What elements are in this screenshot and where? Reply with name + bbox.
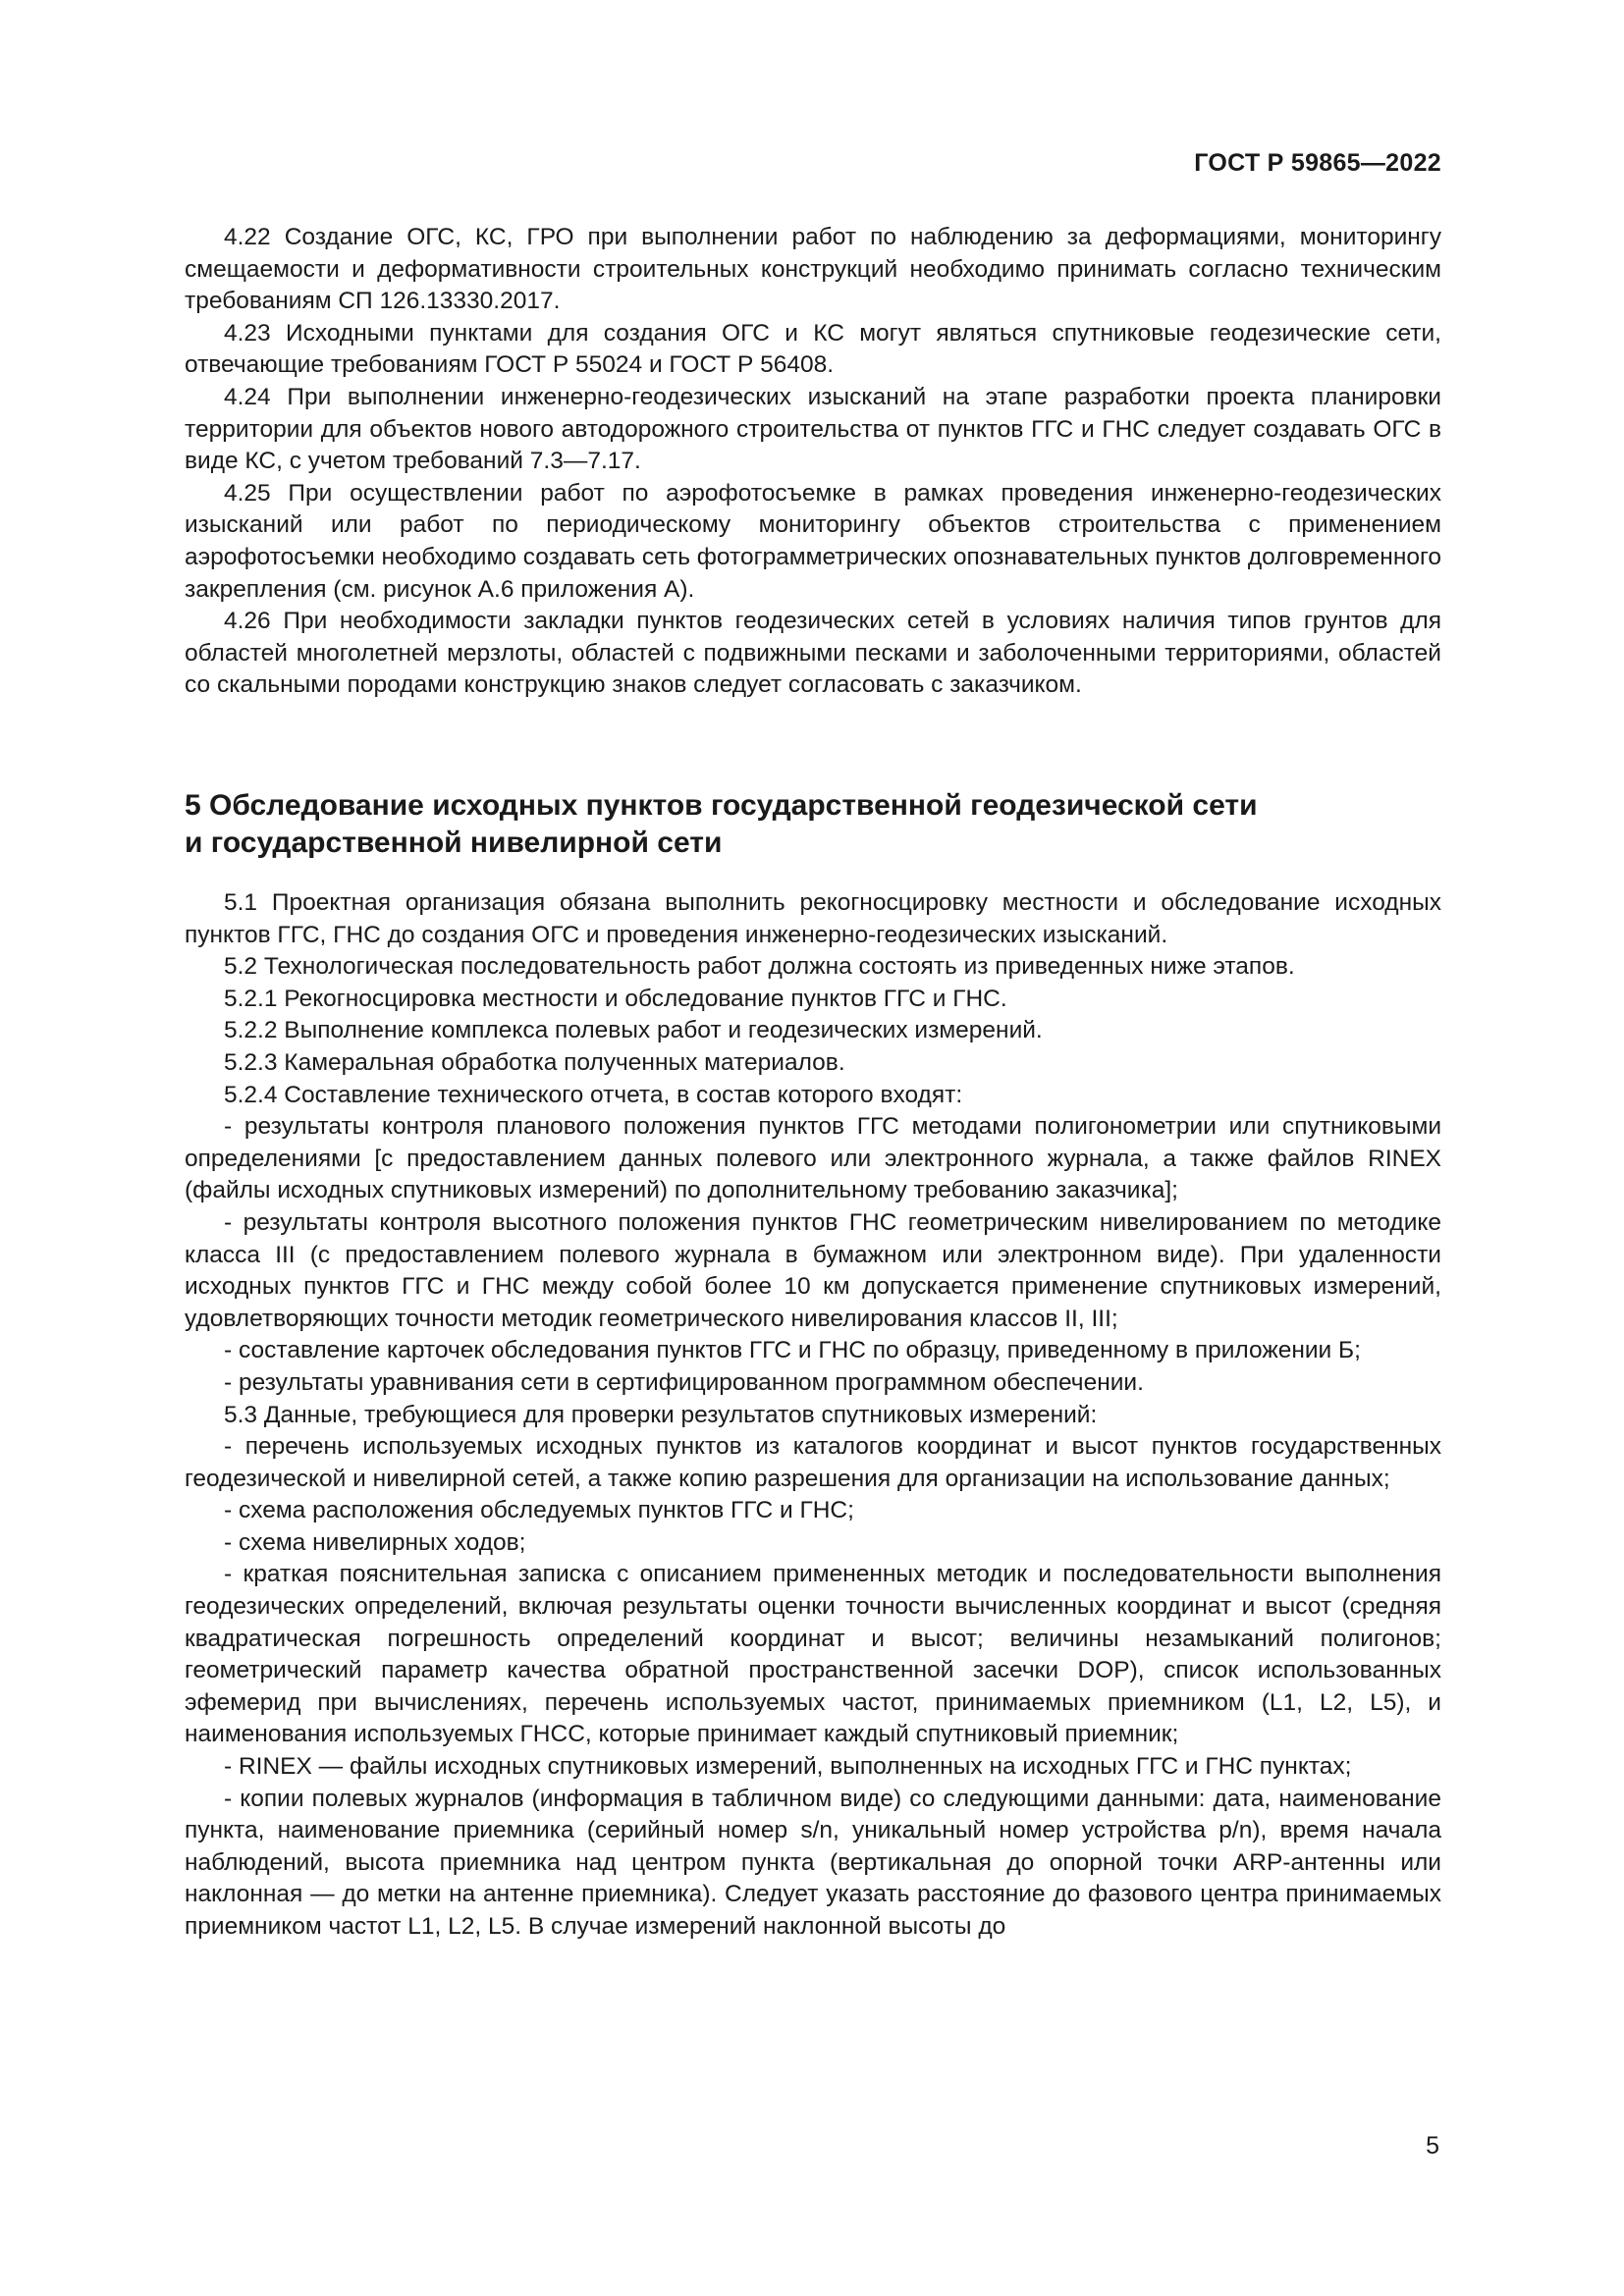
list-item: - результаты контроля планового положения пунктов ГГС методами полигонометрии или спутниковыми определениями [с предоставлением данных полевого или электронного журнала, а также файлов RINEX (файлы исходных спутниковых измерений) по дополнительному требованию заказчика]; <box>185 1113 1441 1204</box>
list-item: - схема расположения обследуемых пунктов ГГС и ГНС; <box>224 1497 854 1524</box>
paragraph-5-2-1: 5.2.1 Рекогносцировка местности и обследование пунктов ГГС и ГНС. <box>224 985 1007 1012</box>
section-5-body <box>185 887 1441 1944</box>
paragraph-4-24: 4.24 При выполнении инженерно-геодезических изысканий на этапе разработки проекта планировки территории для объектов нового автодорожного строительства от пунктов ГГС и ГНС следует создавать ОГС в виде КС, с учетом требований 7.3—7.17. <box>185 383 1441 475</box>
intro-text-block <box>185 222 1441 702</box>
list-item: - составление карточек обследования пунктов ГГС и ГНС по образцу, приведенному в приложении Б; <box>224 1337 1361 1364</box>
section-5-title-line-1: 5 Обследование исходных пунктов государственной геодезической сети <box>185 789 1258 822</box>
paragraph-5-2-3: 5.2.3 Камеральная обработка полученных материалов. <box>224 1048 845 1076</box>
standard-header: ГОСТ Р 59865—2022 <box>1194 149 1441 177</box>
paragraph-5-2: 5.2 Технологическая последовательность работ должна состоять из приведенных ниже этапов. <box>224 953 1295 981</box>
paragraph-4-25: 4.25 При осуществлении работ по аэрофотосъемке в рамках проведения инженерно-геодезических изысканий или работ по периодическому мониторингу объектов строительства с применением аэрофотосъемки необходимо создавать сеть фотограмметрических опознавательных пунктов долговременного закрепления (см. рисунок А.6 приложения А). <box>185 479 1441 603</box>
paragraph-5-3: 5.3 Данные, требующиеся для проверки результатов спутниковых измерений: <box>224 1401 1098 1428</box>
paragraph-5-2-2: 5.2.2 Выполнение комплекса полевых работ и геодезических измерений. <box>224 1017 1043 1044</box>
paragraph-5-2-4: 5.2.4 Составление технического отчета, в состав которого входят: <box>224 1081 963 1108</box>
list-item: - результаты уравнивания сети в сертифицированном программном обеспечении. <box>224 1368 1144 1396</box>
list-item: - краткая пояснительная записка с описанием примененных методик и последовательности выполнения геодезических определений, включая результаты оценки точности вычисленных координат и высот (средняя квадратическая погрешность определений координат и высот; величины незамыканий полигонов; геометрический параметр качества обратной пространственной засечки DOP), список использованных эфемерид при вычислениях, перечень используемых частот, принимаемых приемником (L1, L2, L5), и наименования используемых ГНСС, которые принимает каждый спутниковый приемник; <box>185 1561 1441 1748</box>
paragraph-4-22: 4.22 Создание ОГС, КС, ГРО при выполнении работ по наблюдению за деформациями, мониторингу смещаемости и деформативности строительных конструкций необходимо принимать согласно техническим требованиям СП 126.13330.2017. <box>185 224 1441 315</box>
list-item: - RINEX — файлы исходных спутниковых измерений, выполненных на исходных ГГС и ГНС пунктах; <box>224 1753 1352 1781</box>
section-5-title-line-2: и государственной нивелирной сети <box>185 827 723 859</box>
page-number: 5 <box>1426 2132 1439 2160</box>
list-item: - схема нивелирных ходов; <box>224 1528 526 1556</box>
paragraph-5-1: 5.1 Проектная организация обязана выполнить рекогносцировку местности и обследование исходных пунктов ГГС, ГНС до создания ОГС и проведения инженерно-геодезических изысканий. <box>185 889 1441 948</box>
paragraph-4-23: 4.23 Исходными пунктами для создания ОГС и КС могут являться спутниковые геодезические сети, отвечающие требованиям ГОСТ Р 55024 и ГОСТ Р 56408. <box>185 319 1441 379</box>
list-item: - результаты контроля высотного положения пунктов ГНС геометрическим нивелированием по методике класса III (с предоставлением полевого журнала в бумажном или электронном виде). При удаленности исходных пунктов ГГС и ГНС между собой более 10 км допускается применение спутниковых измерений, удовлетворяющих точности методик геометрического нивелирования классов II, III; <box>185 1208 1441 1332</box>
paragraph-4-26: 4.26 При необходимости закладки пунктов геодезических сетей в условиях наличия типов грунтов для областей многолетней мерзлоты, областей с подвижными песками и заболоченными территориями, областей со скальными породами конструкцию знаков следует согласовать с заказчиком. <box>185 608 1441 699</box>
list-item: - перечень используемых исходных пунктов из каталогов координат и высот пунктов государственных геодезической и нивелирной сетей, а также копию разрешения для организации на использование данных; <box>185 1433 1441 1492</box>
section-5-title <box>185 787 1441 862</box>
list-item: - копии полевых журналов (информация в табличном виде) со следующими данными: дата, наименование пункта, наименование приемника (серийный номер s/n, уникальный номер устройства p/n), время начала наблюдений, высота приемника над центром пункта (вертикальная до опорной точки ARP-антенны или наклонная — до метки на антенне приемника). Следует указать расстояние до фазового центра принимаемых приемником частот L1, L2, L5. В случае измерений наклонной высоты до <box>185 1785 1441 1940</box>
